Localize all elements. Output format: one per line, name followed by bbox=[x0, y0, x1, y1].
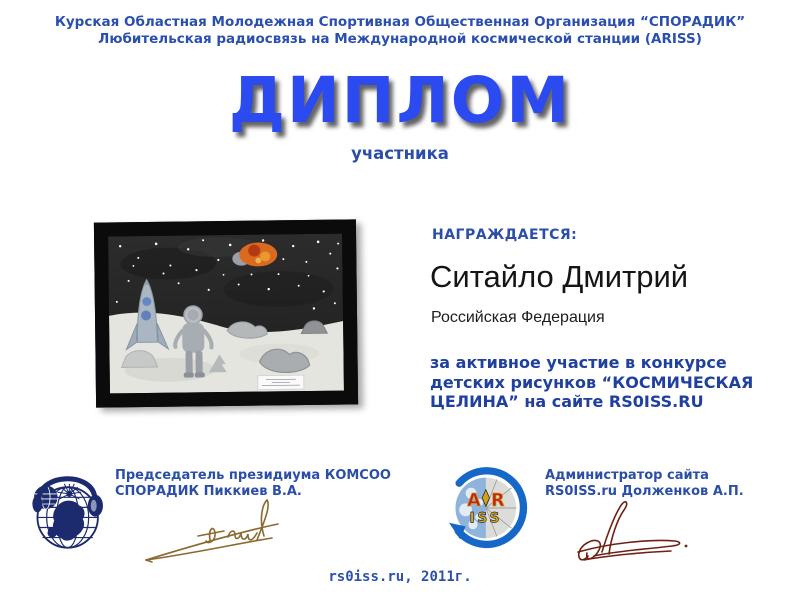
award-reason-line: детских рисунков “КОСМИЧЕСКАЯ bbox=[430, 372, 754, 392]
award-reason-line: ЦЕЛИНА” на сайте RS0ISS.RU bbox=[430, 392, 704, 412]
chairman-signature bbox=[140, 492, 310, 568]
artwork-photo bbox=[94, 219, 358, 407]
organization-tagline: Любительская радиосвязь на Международной космической станции (ARISS) bbox=[98, 31, 702, 48]
diploma-title: ДИПЛОМ bbox=[228, 64, 572, 137]
admin-signature bbox=[558, 494, 703, 576]
diploma-subtitle: участника bbox=[351, 144, 449, 163]
drawing-label bbox=[258, 375, 304, 389]
awarded-to-label: НАГРАЖДАЕТСЯ: bbox=[432, 227, 578, 243]
organization-header bbox=[0, 14, 800, 49]
sporadik-logo bbox=[24, 462, 108, 562]
footer-site-year: rs0iss.ru, 2011г. bbox=[328, 569, 472, 585]
ariss-orbit-icon bbox=[438, 462, 530, 554]
recipient-name: Ситайло Дмитрий bbox=[430, 259, 689, 294]
recipient-country: Российская Федерация bbox=[431, 309, 605, 326]
svg-text:ISS: ISS bbox=[469, 510, 503, 527]
award-reason-line: за активное участие в конкурсе bbox=[430, 353, 727, 372]
admin-name-text: Долженков А.П. bbox=[617, 484, 744, 500]
award-reason bbox=[430, 353, 778, 412]
ariss-logo bbox=[438, 462, 530, 557]
admin-site: RS0ISS.ru bbox=[545, 484, 618, 500]
svg-text:R: R bbox=[491, 491, 505, 512]
organization-name: Курская Областная Молодежная Спортивная Общественная Организация “СПОРАДИК” bbox=[54, 14, 746, 30]
signature-maroon-icon bbox=[558, 494, 703, 576]
chairman-title-line: Председатель президиума КОМСОО bbox=[115, 468, 391, 483]
globe-headphones-icon bbox=[24, 462, 108, 559]
chairman-name: СПОРАДИК Пиккиев В.А. bbox=[115, 484, 302, 500]
svg-text:A: A bbox=[467, 491, 481, 512]
child-drawing-space-scene bbox=[108, 234, 344, 394]
signature-gold-icon bbox=[140, 492, 310, 568]
admin-title-line: Администратор сайта bbox=[545, 468, 709, 483]
